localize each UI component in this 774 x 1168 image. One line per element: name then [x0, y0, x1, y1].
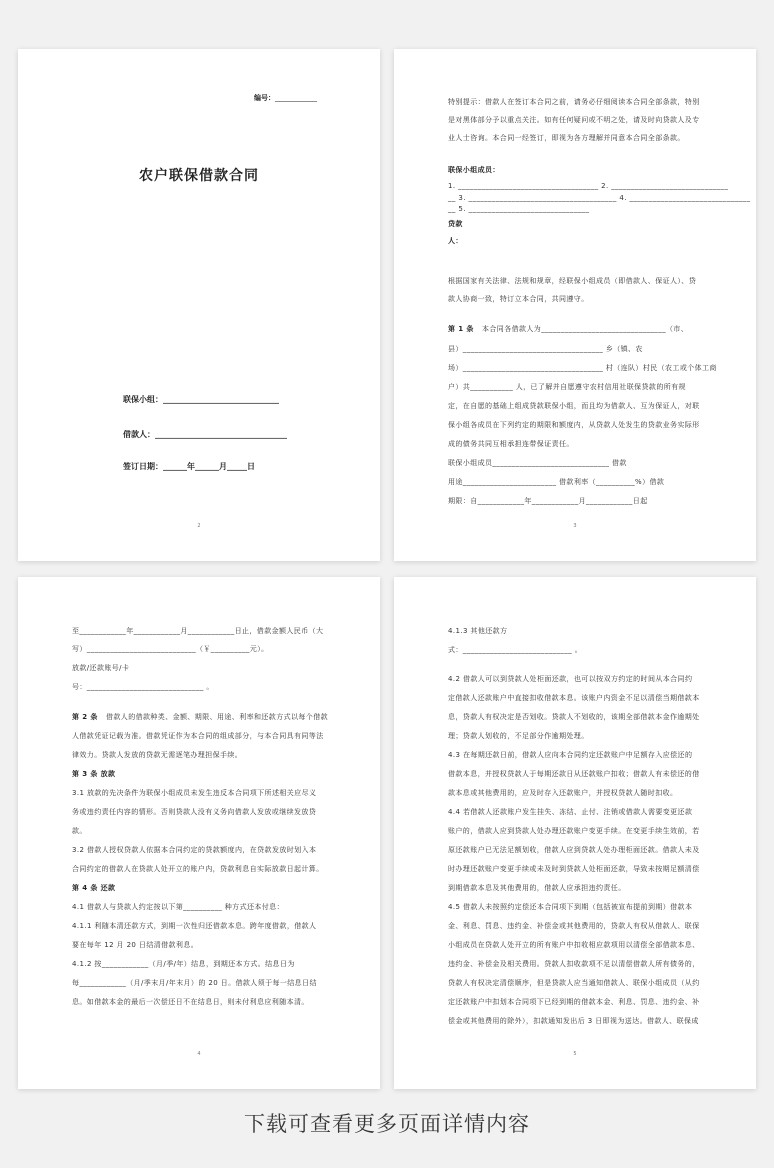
- contract-text-line: 期限：自____________年____________月____________日起: [448, 497, 648, 505]
- page-number: 4: [197, 1051, 201, 1057]
- contract-text-line: 人：: [448, 237, 463, 245]
- contract-text-line: 4.3 在每期还款日前，借款人应向本合同约定还款账户中足额存入应偿还的: [448, 751, 693, 759]
- contract-text-line: 4.1.2 按____________（月/季/年）结息，到期还本方式。结息日为: [72, 960, 295, 968]
- contract-page-4: [394, 577, 756, 1089]
- contract-text-line: 联保小组成员______________________________ 借款: [448, 459, 627, 467]
- contract-title: 农户联保借款合同: [139, 168, 259, 184]
- contract-text-line: 时办理还款账户变更手续或未及时到贷款人处柜面还款，导致未按期足额清偿: [448, 865, 700, 873]
- contract-number-label: 编号：____________: [254, 94, 317, 102]
- contract-text-line: 金、利息、罚息、违约金、补偿金或其他费用的，贷款人有权从借款人、联保: [448, 922, 700, 930]
- contract-text-line: 第 4 条 还款: [72, 884, 116, 892]
- contract-text-line: 款本息或其他费用的，应及时存入还款账户，并授权贷款人随时扣收。: [448, 789, 678, 797]
- contract-text-line: 写）____________________________（￥__________元）。: [72, 645, 269, 653]
- sign-date-field: 签订日期：______年______月_____日: [123, 462, 255, 471]
- contract-text-line: 第 3 条 放款: [72, 770, 116, 778]
- contract-text-line: 借款本息，并授权贷款人于每期还款日从还款账户扣收；借款人有未偿还的借: [448, 770, 700, 778]
- contract-text-line: 定借款人还款账户中直接扣收借款本息。该账户内资金不足以清偿当期借款本: [448, 694, 700, 702]
- contract-text-line: 根据国家有关法律、法规和规章，经联保小组成员（即借款人、保证人）、贷: [448, 277, 697, 285]
- download-more-prompt[interactable]: 下载可查看更多页面详情内容: [244, 1112, 530, 1136]
- page-number: 3: [573, 523, 577, 529]
- group-field: 联保小组：_____________________________: [123, 395, 279, 404]
- contract-text-line: 贷款: [448, 220, 463, 228]
- contract-text-line: 本合同各借款人为________________________________（市、: [482, 325, 689, 333]
- contract-text-line: 成的债务共同互相承担连带保证责任。: [448, 440, 574, 448]
- contract-text-line: 合同约定的借款人在贷款人处开立的账户内，贷款利息自实际放款日起计算。: [72, 865, 324, 873]
- contract-text-line: __ 3. ______________________________________ 4. _______________________________: [448, 194, 751, 202]
- contract-text-line: 场）____________________________________ 村（连队）村民（农工或个体工商: [448, 364, 717, 372]
- contract-text-line: __ 5. _______________________________: [448, 205, 590, 213]
- contract-text-line: 第 1 条: [448, 325, 474, 333]
- contract-text-line: 务或违约责任内容的情形。否则贷款人没有义务向借款人发放或继续发放贷: [72, 808, 317, 816]
- contract-text-line: 理；贷款人划收的，不足部分作逾期处理。: [448, 732, 589, 740]
- contract-text-line: 违约金、补偿金及相关费用。贷款人扣收款项不足以清偿借款人所有债务的，: [448, 960, 700, 968]
- contract-text-line: 借款人的借款种类、金额、期限、用途、利率和还款方式以每个借款: [106, 713, 328, 721]
- contract-text-line: 贷款人有权决定清偿顺序，但是贷款人应当通知借款人、联保小组成员（从约: [448, 979, 700, 987]
- contract-text-line: 式：____________________________ 。: [448, 646, 583, 654]
- contract-text-line: 人借款凭证记载为准。借款凭证作为本合同的组成部分，与本合同具有同等法: [72, 732, 324, 740]
- contract-text-line: 4.4 若借款人还款账户发生挂失、冻结、止付、注销或借款人需要变更还款: [448, 808, 693, 816]
- page-number: 5: [573, 1051, 577, 1057]
- contract-text-line: 是对黑体部分予以重点关注。如有任何疑问或不明之处，请及时向贷款人及专: [448, 116, 700, 124]
- contract-text-line: 小组成员在贷款人处开立的所有账户中扣收相应款项用以清偿全部借款本息、: [448, 941, 700, 949]
- contract-text-line: 4.1 借款人与贷款人约定按以下第__________ 种方式还本付息：: [72, 903, 284, 911]
- contract-text-line: 息，贷款人有权决定是否划收。贷款人不划收的，该期全部借款本金作逾期处: [448, 713, 700, 721]
- contract-text-line: 保小组各成员在下列约定的期限和额度内，从贷款人处发生的贷款业务实际形: [448, 421, 700, 429]
- contract-text-line: 款人协商一致，特订立本合同，共同遵守。: [448, 295, 589, 303]
- contract-text-line: 县）____________________________________ 乡（镇、农: [448, 345, 643, 353]
- contract-text-line: 放款/还款账号/卡: [72, 664, 130, 672]
- contract-text-line: 第 2 条: [72, 713, 98, 721]
- contract-text-line: 4.2 借款人可以到贷款人处柜面还款，也可以按双方约定的时间从本合同约: [448, 675, 693, 683]
- contract-text-line: 律效力。贷款人发放的贷款无需逐笔办理担保手续。: [72, 751, 243, 759]
- contract-text-line: 3.2 借款人授权贷款人依据本合同约定的贷款额度内，在贷款发放时划入本: [72, 846, 317, 854]
- contract-text-line: 要在每年 12 月 20 日结清借款利息。: [72, 941, 199, 949]
- contract-text-line: 偿金或其他费用的除外），扣款通知发出后 3 日即视为送达。借款人、联保成: [448, 1017, 699, 1025]
- contract-text-line: 联保小组成员：: [448, 166, 500, 174]
- contract-text-line: 特别提示：借款人在签订本合同之前，请务必仔细阅读本合同全部条款，特别: [448, 98, 700, 106]
- contract-page-2: [394, 49, 756, 561]
- contract-text-line: 用途________________________ 借款利率（__________%）借款: [448, 478, 665, 486]
- contract-text-line: 1. ____________________________________ 2. ______________________________: [448, 182, 729, 190]
- borrower-field: 借款人：_________________________________: [123, 430, 287, 439]
- contract-page-3: [18, 577, 380, 1089]
- contract-text-line: 4.5 借款人未按照约定偿还本合同项下到期（包括被宣布提前到期）借款本: [448, 903, 693, 911]
- page-number: 2: [197, 523, 201, 529]
- contract-text-line: 款。: [72, 827, 87, 835]
- contract-text-line: 3.1 放款的先决条件为联保小组成员未发生违反本合同项下所述相关应尽义: [72, 789, 317, 797]
- contract-text-line: 户）共___________ 人，已了解并自愿遵守农村信用社联保贷款的所有规: [448, 383, 686, 391]
- contract-text-line: 原还款账户已无法足额划收，借款人应到贷款人处办理柜面还款。借款人未及: [448, 846, 700, 854]
- contract-text-line: 4.1.1 利随本清还款方式，到期一次性归还借款本息。跨年度借款，借款人: [72, 922, 317, 930]
- contract-text-line: 到期借款本息及其他费用的，借款人应承担违约责任。: [448, 884, 626, 892]
- contract-text-line: 号：______________________________ 。: [72, 683, 214, 691]
- contract-text-line: 每____________（月/季末月/年末月）的 20 日。借款人须于每一结息日结: [72, 979, 317, 987]
- contract-text-line: 至____________年____________月____________日止，借款金额人民币（大: [72, 627, 324, 635]
- contract-text-line: 4.1.3 其他还款方: [448, 627, 508, 635]
- contract-text-line: 业人士咨询。本合同一经签订，即视为各方理解并同意本合同全部条款。: [448, 134, 685, 142]
- contract-text-line: 定还款账户中扣划本合同项下已经到期的借款本金、利息、罚息、违约金、补: [448, 998, 700, 1006]
- contract-text-line: 账户的，借款人应到贷款人处办理还款账户变更手续。在变更手续生效前，若: [448, 827, 700, 835]
- contract-page-1: [18, 49, 380, 561]
- contract-text-line: 定，在自愿的基础上组成贷款联保小组，而且均为借款人、互为保证人，对联: [448, 402, 700, 410]
- contract-text-line: 息。如借款本金的最后一次偿还日不在结息日，则未付利息应利随本清。: [72, 998, 309, 1006]
